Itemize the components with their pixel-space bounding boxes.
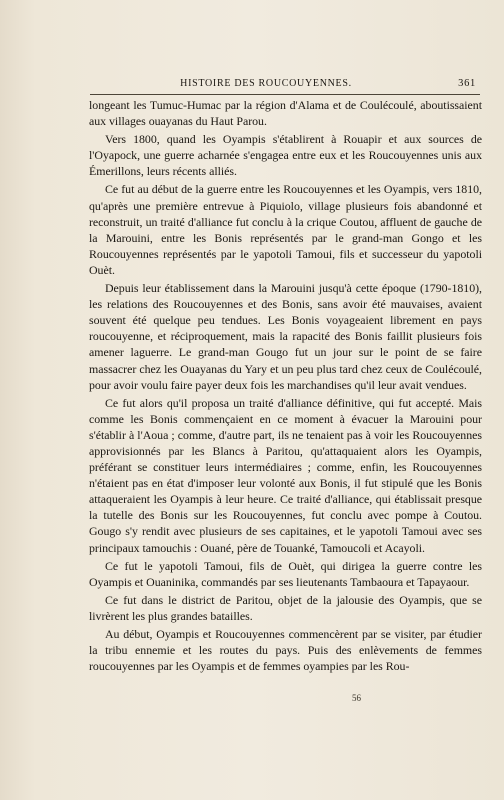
- paragraph: Vers 1800, quand les Oyampis s'établirent à Rouapir et aux sources de l'Oyapock, une guerre acharnée s'engagea entre eux et les Roucouyennes unis aux Émerillons, leurs récents alliés.: [89, 132, 482, 179]
- header-rule: [90, 94, 480, 95]
- paragraph: Depuis leur établissement dans la Marouini jusqu'à cette époque (1790-1810), les relations des Roucouyennes et des Bonis, sans avoir été mauvaises, avaient souvent été quelque peu tendues. Les Bonis voyageaient librement en pays roucouyenne, et réciproquement, mais la rapacité des Bonis faillit plusieurs fois amener laguerre. Le grand-man Gougo fut un jour sur le point de se faire massacrer chez les Ouayanas du Yary et un peu plus tard chez ceux de Couléсoulé, pour avoir voulu faire payer deux fois les marchandises qu'il leur avait vendues.: [89, 281, 482, 392]
- paragraph: Ce fut au début de la guerre entre les Roucouyennes et les Oyampis, vers 1810, qu'après une première entrevue à Piquiolo, village plusieurs fois abandonné et reconstruit, un traité d'alliance fut conclu à la crique Coutou, affluent de gauche de la Marouini, entre les Bonis représentés par le grand-man Gongo et les Roucouyennes représentés par le yapotoli Tamoui, fils et successeur du yapotoli Ouèt.: [89, 182, 482, 277]
- printer-signature-mark: 56: [352, 693, 361, 703]
- paragraph: Ce fut le yapotoli Tamoui, fils de Ouèt, qui dirigea la guerre contre les Oyampis et Ouaninika, commandés par ses lieutenants Tambaoura et Tapayaour.: [89, 558, 482, 589]
- paragraph: longeant les Tumuc-Humac par la région d'Alama et de Couléсoulé, aboutissaient aux villages ouayanas du Haut Parou.: [89, 98, 482, 129]
- running-title: HISTOIRE DES ROUCOUYENNES.: [180, 78, 352, 89]
- page-body: [89, 97, 482, 676]
- running-header: [102, 78, 476, 94]
- paragraph: Ce fut dans le district de Paritou, objet de la jalousie des Oyampis, que se livrèrent les plus grandes batailles.: [89, 592, 482, 623]
- paragraph: Ce fut alors qu'il proposa un traité d'alliance définitive, qui fut accepté. Mais comme les Bonis commençaient en ce moment à évacuer la Marouini pour s'établir à l'Aoua ; comme, d'autre part, ils ne tenaient pas à voir les Roucouyennes approvisionnés par les Blancs à Paritou, qu'attaquaient alors les Oyampis, préférant se constituer leurs intermédiaires ; comme, enfin, les Roucouyennes n'étaient pas en état d'imposer leur volonté aux Bonis, il fut stipulé que les Bonis attaqueraient les Oyampis à leur heure. Ce traité d'alliance, qui établissait presque la tutelle des Bonis sur les Roucouyennes, fut conclu avec pompe à Coutou. Gougo s'y rendit avec plusieurs de ses capitaines, et le yapotoli Tamoui avec ses principaux tamouchis : Ouané, père de Touanké, Tamoucoli et Acayoli.: [89, 395, 482, 555]
- page-number: 361: [458, 78, 476, 89]
- paragraph: Au début, Oyampis et Roucouyennes commencèrent par se visiter, par étudier la tribu ennemie et les routes du pays. Puis des enlèvements de femmes roucouyennes par les Oyampis et de femmes oyampies par les Rou-: [89, 627, 482, 674]
